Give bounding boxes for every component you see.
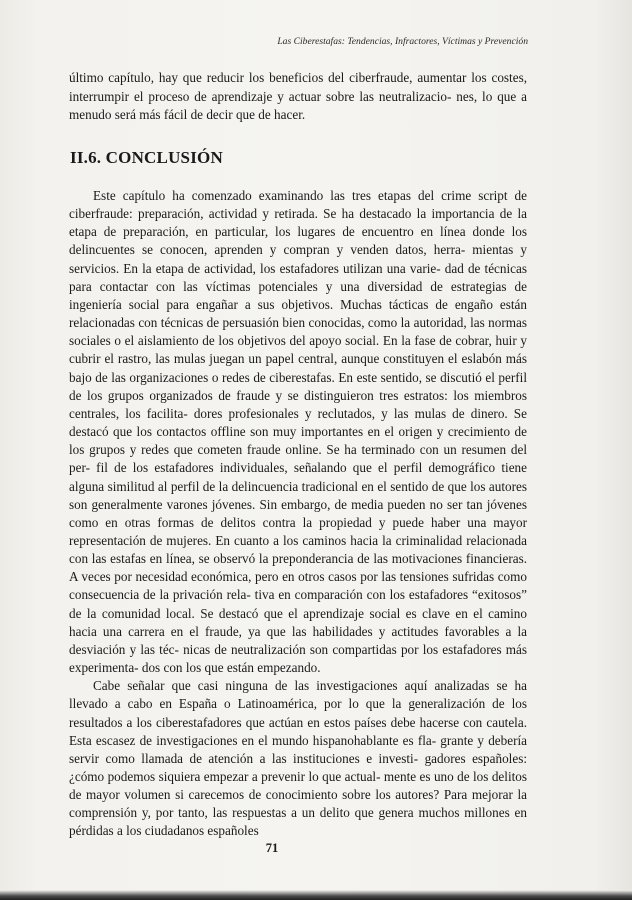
page-number: 71 xyxy=(265,841,279,855)
section-body xyxy=(69,187,527,841)
running-head: Las Ciberestafas: Tendencias, Infractores, Víctimas y Prevención xyxy=(277,36,528,47)
paragraph-2: Cabe señalar que casi ninguna de las investigaciones aquí analizadas se ha llevado a cabo en España o Latinoamérica, por lo que la generalización de los resultados a los ciberestafadores que actúan en estos países debe hacerse con cautela. Esta escasez de investigaciones en el mundo hispanohablante es fla- grante y debería servir como llamada de atención a las instituciones e investi- gadores españoles: ¿cómo podemos siquiera empezar a prevenir lo que actual- mente es uno de los delitos de mayor volumen si carecemos de conocimiento sobre los autores? Para mejorar la comprensión y, por tanto, las respuestas a un delito que genera muchos millones en pérdidas a los ciudadanos españoles xyxy=(69,678,527,839)
paragraph-1: Este capítulo ha comenzado examinando las tres etapas del crime script de ciberfraude: preparación, actividad y retirada. Se ha destacado la importancia de la etapa de preparación, en particular, los lugares de encuentro en línea donde los delincuentes se conocen, aprenden y compran y venden datos, herra- mientas y servicios. En la etapa de actividad, los estafadores utilizan una varie- dad de técnicas para contactar con las víctimas potenciales y una diversidad de estrategias de ingeniería social para engañar a sus objetivos. Muchas tácticas de engaño están relacionadas con técnicas de persuasión bien conocidas, como la autoridad, las normas sociales o el aislamiento de los objetivos del apoyo social. En la fase de cobrar, huir y cubrir el rastro, las mulas juegan un papel central, aunque constituyen el eslabón más bajo de las organizaciones o redes de ciberestafas. En este sentido, se discutió el perfil de los grupos organizados de fraude y se distinguieron tres estratos: los miembros centrales, los facilita- dores profesionales y reclutados, y las mulas de dinero. Se destacó que los contactos offline son muy importantes en el origen y crecimiento de los grupos y redes que cometen fraude online. Se ha terminado con un resumen del per- fil de los estafadores individuales, señalando que el perfil demográfico tiene alguna similitud al perfil de la delincuencia tradicional en el sentido de que los autores son generalmente varones jóvenes. Sin embargo, de media pueden no ser tan jóvenes como en otras formas de delitos contra la propiedad y puede haber una mayor representación de mujeres. En cuanto a los caminos hacia la criminalidad relacionada con las estafas en línea, se observó la preponderancia de las motivaciones financieras. A veces por necesidad económica, pero en otros casos por las tensiones sufridas como consecuencia de la privación rela- tiva en comparación con los estafadores “exitosos” de la comunidad local. Se destacó que el aprendizaje social es clave en el camino hacia una carrera en el fraude, ya que las habilidades y actitudes favorables a la desviación y las téc- nicas de neutralización son compartidas por los estafadores más experimenta- dos con los que están empezando. xyxy=(69,188,527,676)
section-heading: II.6. CONCLUSIÓN xyxy=(70,148,223,167)
intro-paragraph: último capítulo, hay que reducir los beneficios del ciberfraude, aumentar los costes, interrumpir el proceso de aprendizaje y actuar sobre las neutralizacio- nes, lo que a menudo será más fácil de decir que de hacer. xyxy=(69,70,527,122)
scan-bottom-edge xyxy=(0,890,632,900)
